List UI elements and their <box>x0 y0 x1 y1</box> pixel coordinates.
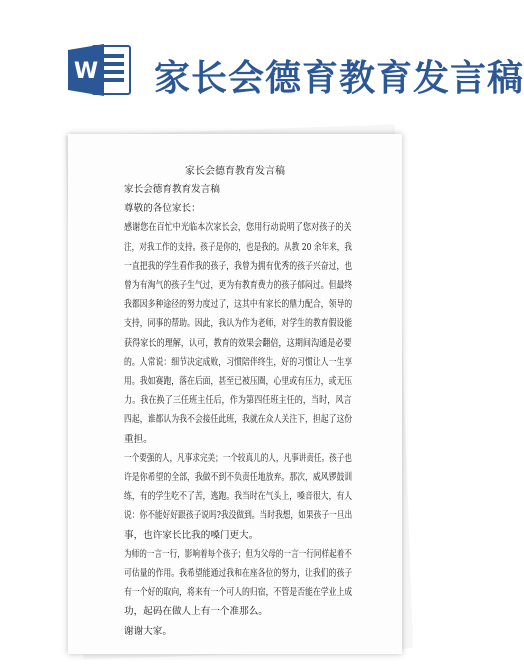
document-line: 四起，谁都认为我不会接任此班，我就在众人关注下，担起了这份 <box>124 414 353 426</box>
document-page <box>68 134 402 654</box>
document-title: 家长会德育教育发言稿 <box>185 166 285 177</box>
word-icon-letter: W <box>73 59 99 84</box>
document-line: 练，有的学生吃不了苦，逃跑。我当时在气头上，嗓音很大，有人 <box>124 491 353 503</box>
document-line: 注，对我工作的支持。孩子是你的，也是我的。从教 20 余年来，我 <box>124 241 352 253</box>
document-line: 用。我如赛跑，落在后面，甚至已被压圈，心里或有压力，或无压 <box>124 376 353 387</box>
document-line: 有一个好的取向，将来有一个可人的归宿，不管是否能在学业上成 <box>124 587 353 599</box>
document-line: 一个要强的人，凡事求完美；一个较真儿的人，凡事讲责任。孩子也 <box>124 452 352 464</box>
document-line: 事，也许家长比我的嗓门更大。 <box>124 529 259 541</box>
document-line: 一直把我的学生看作我的孩子，我曾为拥有优秀的孩子兴奋过，也 <box>124 260 353 272</box>
document-line: 许是你希望的全部，我做不到不负责任地放弃。那次，威风锣鼓训 <box>124 472 353 483</box>
document-line: 功，起码在做人上有一个准那么。 <box>124 606 268 618</box>
page-header <box>0 0 524 112</box>
document-line: 获得家长的理解，认可，教育的效果会翻倍，这期间沟通是必要 <box>124 337 352 349</box>
document-line: 支持，同事的帮助。因此，我认为作为老师，对学生的教育假设能 <box>124 318 353 330</box>
document-line: 重担。 <box>124 433 153 445</box>
document-line: 可估量的作用。我希望能通过我和在座各位的努力，让我们的孩子 <box>124 568 353 579</box>
document-line: 尊敬的各位家长： <box>124 203 201 215</box>
document-line: 我都因多种途径的努力度过了，这其中有家长的鼎力配合，领导的 <box>124 299 353 311</box>
document-line: 的。人常说：细节决定成败，习惯陪伴终生，好的习惯让人一生享 <box>124 356 353 368</box>
document-line: 为师的一言一行，影响着每个孩子；但为父母的一言一行同样起着不 <box>124 548 352 560</box>
document-line: 说：你不能好好跟孩子说吗?我没做到。当时我想，如果孩子一旦出 <box>124 510 353 522</box>
document-line: 感谢您在百忙中光临本次家长会，您用行动说明了您对孩子的关 <box>124 222 352 234</box>
document-line: 曾为有淘气的孩子生气过，更为有教育费力的孩子郁闷过。但最终 <box>124 280 353 291</box>
document-line: 谢谢大家。 <box>124 625 172 637</box>
word-document-icon <box>66 42 132 98</box>
document-line: 力。我在换了三任班主任后，作为第四任班主任的，当时，风言 <box>124 395 352 407</box>
document-line: 家长会德育教育发言稿 <box>124 184 220 195</box>
page-title: 家长会德育教育发言稿 <box>154 57 524 99</box>
